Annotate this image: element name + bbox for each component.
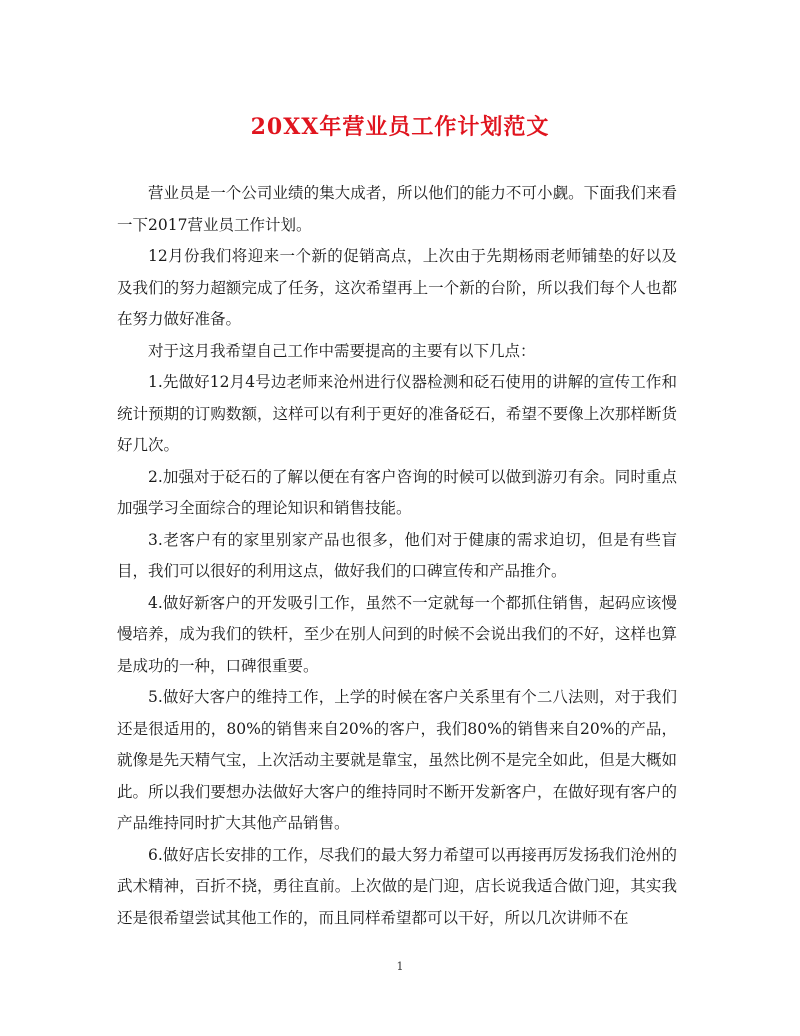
paragraph-point-1: 1.先做好12月4号边老师来沧州进行仪器检测和砭石使用的讲解的宣传工作和统计预期的订购数额，这样可以有利于更好的准备砭石，希望不要像上次那样断货好几次。 [117,373,677,454]
document-body [117,178,677,934]
paragraph-point-2: 2.加强对于砭石的了解以便在有客户咨询的时候可以做到游刃有余。同时重点加强学习全面综合的理论知识和销售技能。 [117,467,677,517]
paragraph-point-3: 3.老客户有的家里别家产品也很多，他们对于健康的需求迫切，但是有些盲目，我们可以很好的利用这点，做好我们的口碑宣传和产品推介。 [117,530,677,580]
paragraph-point-6: 6.做好店长安排的工作，尽我们的最大努力希望可以再接再厉发扬我们沧州的武术精神，百折不挠，勇往直前。上次做的是门迎，店长说我适合做门迎，其实我还是很希望尝试其他工作的，而且同样希望都可以干好，所以几次讲师不在 [117,845,677,927]
paragraph-point-5: 5.做好大客户的维持工作，上学的时候在客户关系里有个二八法则，对于我们还是很适用的，80%的销售来自20%的客户，我们80%的销售来自20%的产品，就像是先天精气宝，上次活动主要就是靠宝，虽然比例不是完全如此，但是大概如此。所以我们要想办法做好大客户的维持同时不断开发新客户，在做好现有客户的产品维持同时扩大其他产品销售。 [117,688,677,832]
paragraph-december-promotion: 12月份我们将迎来一个新的促销高点，上次由于先期杨雨老师铺垫的好以及及我们的努力超额完成了任务，这次希望再上一个新的台阶，所以我们每个人也都在努力做好准备。 [117,247,677,328]
page-number: 1 [396,960,404,973]
paragraph-point-4: 4.做好新客户的开发吸引工作，虽然不一定就每一个都抓住销售，起码应该慢慢培养，成为我们的铁杆，至少在别人问到的时候不会说出我们的不好，这样也算是成功的一种，口碑很重要。 [117,593,677,675]
document-title: 20XX年营业员工作计划范文 [250,114,550,140]
paragraph-improvement-points: 对于这月我希望自己工作中需要提高的主要有以下几点： [148,341,536,360]
paragraph-intro: 营业员是一个公司业绩的集大成者，所以他们的能力不可小觑。下面我们来看一下2017营业员工作计划。 [117,184,677,234]
